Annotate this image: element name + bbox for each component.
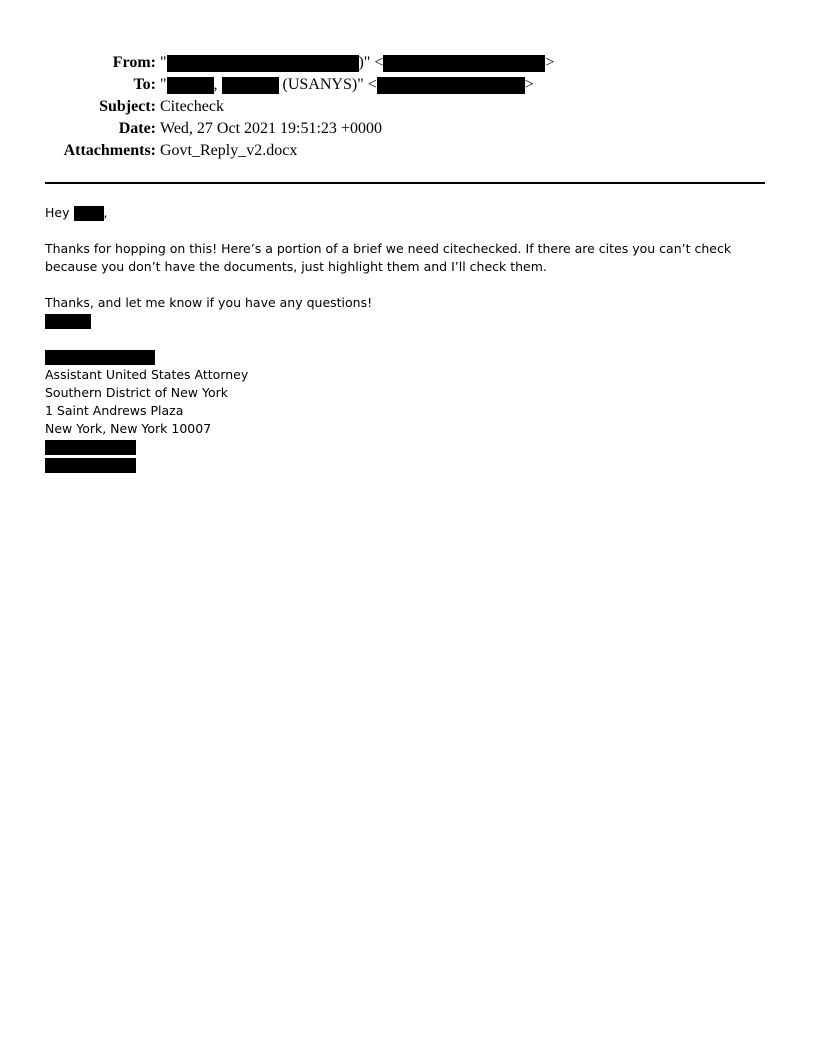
greeting-text: Hey	[45, 205, 70, 220]
redacted-recipient-last-name	[167, 77, 214, 94]
header-divider	[45, 182, 765, 184]
signature-name-line	[45, 348, 765, 366]
attachment-filename[interactable]: Govt_Reply_v2.docx	[160, 142, 298, 159]
to-value	[160, 74, 534, 96]
from-value	[160, 52, 554, 74]
sender-initials-line	[45, 312, 765, 330]
redacted-sender-signoff	[45, 314, 91, 329]
redacted-signature-contact	[45, 458, 136, 473]
greeting-comma: ,	[103, 205, 108, 220]
date-row	[40, 118, 600, 140]
subject-label: Subject:	[99, 98, 156, 115]
subject-row	[40, 96, 600, 118]
signature-phone-line	[45, 438, 765, 456]
signature-address-1: 1 Saint Andrews Plaza	[45, 403, 184, 418]
redacted-recipient-first-name	[222, 77, 279, 94]
message-paragraph-2: Thanks, and let me know if you have any questions!	[45, 295, 373, 310]
redacted-recipient-name	[74, 206, 104, 221]
signature-title: Assistant United States Attorney	[45, 367, 249, 382]
email-header	[40, 52, 600, 162]
to-row	[40, 74, 600, 96]
signature-office: Southern District of New York	[45, 385, 228, 400]
from-label: From:	[112, 54, 156, 71]
to-angle-close: >	[524, 76, 534, 93]
attachments-row	[40, 140, 600, 162]
redacted-signature-name	[45, 350, 155, 365]
date-label: Date:	[118, 120, 156, 137]
subject-value: Citecheck	[160, 98, 224, 115]
greeting-line	[45, 204, 765, 222]
signature-address-2: New York, New York 10007	[45, 421, 212, 436]
redacted-sender-name	[167, 55, 359, 72]
date-value: Wed, 27 Oct 2021 19:51:23 +0000	[160, 120, 382, 137]
to-org: (USANYS)" <	[282, 76, 377, 93]
attachments-label: Attachments:	[63, 142, 156, 159]
redacted-sender-email	[383, 55, 545, 72]
from-quote-open: "	[160, 54, 167, 71]
signature-contact-line	[45, 456, 765, 474]
redacted-signature-phone	[45, 440, 136, 455]
from-angle-close: >	[545, 54, 555, 71]
redacted-recipient-email	[377, 77, 525, 94]
from-quote-close: )" <	[358, 54, 384, 71]
to-quote-open: "	[160, 76, 167, 93]
email-body	[45, 204, 765, 474]
to-comma: ,	[213, 76, 218, 93]
message-paragraph-1: Thanks for hopping on this! Here’s a portion of a brief we need citechecked. If there are cites you can’t check because you don’t have the documents, just highlight them and I’ll check them.	[45, 241, 732, 274]
from-row	[40, 52, 600, 74]
to-label: To:	[133, 76, 156, 93]
